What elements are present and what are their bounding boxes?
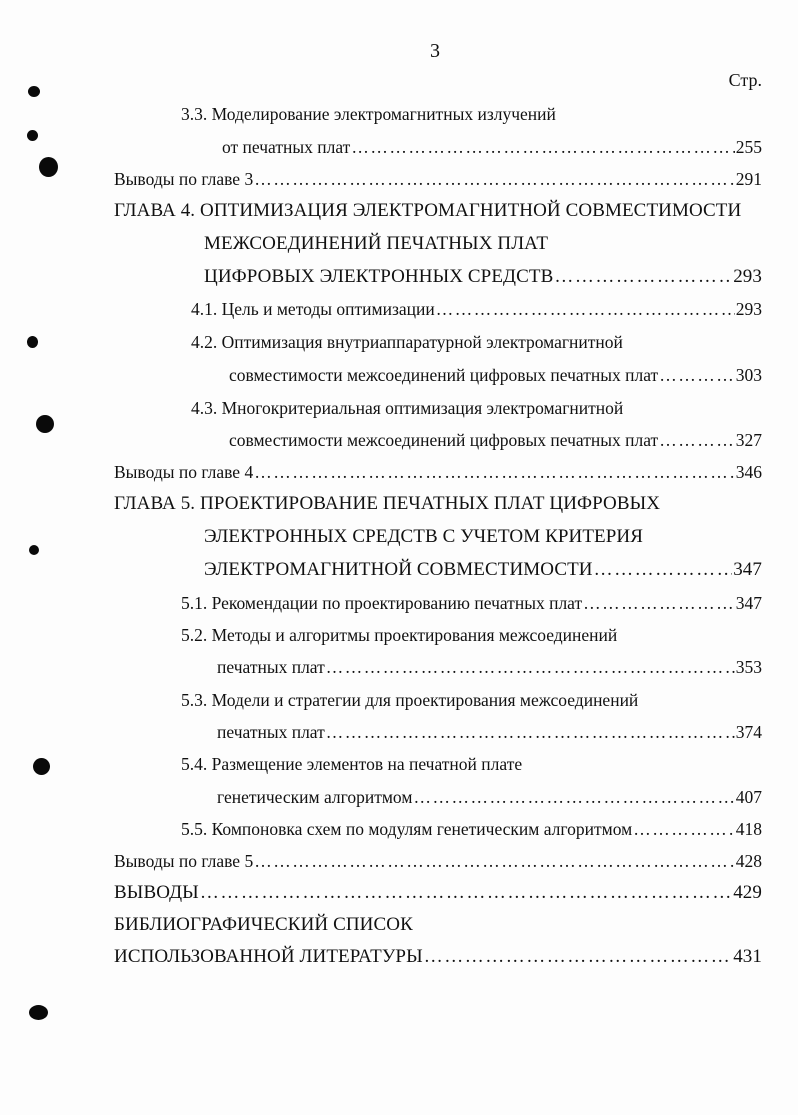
toc-entry-page: 407 xyxy=(735,787,762,807)
leader-dots xyxy=(254,850,735,872)
toc-chapter-5 xyxy=(114,493,660,515)
leader-dots xyxy=(254,461,735,483)
toc-entry-page: 353 xyxy=(735,657,762,677)
toc-entry-label: ЦИФРОВЫХ ЭЛЕКТРОННЫХ СРЕДСТВ xyxy=(204,266,554,287)
leader-dots xyxy=(633,818,735,840)
toc-entry-label: Выводы по главе 5 xyxy=(114,851,254,871)
toc-entry-5-4-cont xyxy=(217,786,762,808)
toc-chapter-4 xyxy=(114,200,741,222)
punch-mark xyxy=(29,1005,48,1020)
toc-entry-label: МЕЖСОЕДИНЕНИЙ ПЕЧАТНЫХ ПЛАТ xyxy=(204,233,549,254)
toc-entry-label: 5.5. Компоновка схем по модулям генетическим алгоритмом xyxy=(181,819,633,839)
toc-entry-page: 418 xyxy=(735,819,762,839)
punch-mark xyxy=(27,336,38,348)
toc-entry-page: 428 xyxy=(735,851,762,871)
toc-entry-label: ГЛАВА 4. ОПТИМИЗАЦИЯ ЭЛЕКТРОМАГНИТНОЙ СОВМЕСТИМОСТИ xyxy=(114,200,742,221)
toc-entry-label: ГЛАВА 5. ПРОЕКТИРОВАНИЕ ПЕЧАТНЫХ ПЛАТ ЦИФРОВЫХ xyxy=(114,493,661,514)
leader-dots xyxy=(583,592,735,614)
toc-entry-page: 346 xyxy=(735,462,762,482)
toc-entry-3-3 xyxy=(181,103,556,125)
leader-dots xyxy=(254,168,735,190)
toc-entry-5-1 xyxy=(181,592,762,614)
toc-entry-label: печатных плат xyxy=(217,722,325,742)
toc-entry-page: 429 xyxy=(733,882,762,903)
toc-entry-label: 5.2. Методы и алгоритмы проектирования межсоединений xyxy=(181,625,618,645)
toc-entry-label: ВЫВОДЫ xyxy=(114,882,199,903)
toc-entry-label: 4.2. Оптимизация внутриаппаратурной электромагнитной xyxy=(191,332,623,352)
toc-chapter-4-cont xyxy=(204,233,548,255)
toc-entry-conclusions-3 xyxy=(114,168,762,190)
toc-entry-conclusions xyxy=(114,882,762,904)
leader-dots xyxy=(413,786,734,808)
toc-entry-page: 293 xyxy=(733,266,762,287)
leader-dots xyxy=(351,136,734,158)
page-number: 3 xyxy=(430,40,440,62)
leader-dots xyxy=(659,364,735,386)
punch-mark xyxy=(29,545,39,555)
toc-entry-label: БИБЛИОГРАФИЧЕСКИЙ СПИСОК xyxy=(114,914,413,935)
leader-dots xyxy=(554,266,732,288)
toc-entry-label: от печатных плат xyxy=(222,137,351,157)
toc-entry-label: 5.4. Размещение элементов на печатной плате xyxy=(181,754,523,774)
punch-mark xyxy=(36,415,54,433)
toc-entry-label: 5.3. Модели и стратегии для проектирования межсоединений xyxy=(181,690,639,710)
toc-entry-page: 293 xyxy=(735,299,762,319)
toc-entry-3-3-cont xyxy=(222,136,762,158)
toc-entry-label: 3.3. Моделирование электромагнитных излучений xyxy=(181,104,556,124)
toc-entry-label: Выводы по главе 3 xyxy=(114,169,254,189)
toc-entry-label: 4.3. Многокритериальная оптимизация электромагнитной xyxy=(191,398,624,418)
toc-entry-label: ИСПОЛЬЗОВАННОЙ ЛИТЕРАТУРЫ xyxy=(114,946,423,967)
toc-entry-page: 347 xyxy=(735,593,762,613)
leader-dots xyxy=(659,429,735,451)
toc-entry-label: 5.1. Рекомендации по проектированию печатных плат xyxy=(181,593,583,613)
punch-mark xyxy=(28,86,40,97)
page-column-header: Стр. xyxy=(728,70,762,90)
leader-dots xyxy=(326,721,735,743)
leader-dots xyxy=(424,946,732,968)
toc-entry-5-4 xyxy=(181,753,522,775)
toc-entry-page: 303 xyxy=(735,365,762,385)
toc-entry-page: 255 xyxy=(735,137,762,157)
toc-entry-5-2 xyxy=(181,624,617,646)
toc-entry-label: ЭЛЕКТРОННЫХ СРЕДСТВ С УЧЕТОМ КРИТЕРИЯ xyxy=(204,526,644,547)
toc-entry-page: 374 xyxy=(735,722,762,742)
toc-entry-page: 327 xyxy=(735,430,762,450)
toc-entry-4-2-cont xyxy=(229,364,762,386)
toc-entry-page: 431 xyxy=(733,946,762,967)
toc-entry-page: 347 xyxy=(733,559,762,580)
toc-entry-label: 4.1. Цель и методы оптимизации xyxy=(191,299,435,319)
leader-dots xyxy=(326,656,735,678)
leader-dots xyxy=(436,298,735,320)
toc-chapter-5-cont xyxy=(204,526,643,548)
punch-mark xyxy=(33,758,50,775)
toc-entry-label: совместимости межсоединений цифровых печатных плат xyxy=(229,365,659,385)
toc-chapter-4-cont-2 xyxy=(204,266,762,288)
toc-entry-5-3 xyxy=(181,689,638,711)
leader-dots xyxy=(594,559,733,581)
toc-entry-label: генетическим алгоритмом xyxy=(217,787,413,807)
toc-entry-conclusions-5 xyxy=(114,850,762,872)
toc-entry-page: 291 xyxy=(735,169,762,189)
toc-entry-5-2-cont xyxy=(217,656,762,678)
toc-entry-bibliography-cont xyxy=(114,946,762,968)
punch-mark xyxy=(39,157,58,177)
toc-entry-bibliography xyxy=(114,914,413,936)
toc-chapter-5-cont-2 xyxy=(204,559,762,581)
toc-entry-5-3-cont xyxy=(217,721,762,743)
toc-entry-4-1 xyxy=(191,298,762,320)
toc-entry-label: ЭЛЕКТРОМАГНИТНОЙ СОВМЕСТИМОСТИ xyxy=(204,559,593,580)
punch-mark xyxy=(27,130,38,141)
toc-entry-label: Выводы по главе 4 xyxy=(114,462,254,482)
toc-entry-4-2 xyxy=(191,331,623,353)
toc-entry-label: печатных плат xyxy=(217,657,325,677)
toc-entry-5-5 xyxy=(181,818,762,840)
toc-entry-conclusions-4 xyxy=(114,461,762,483)
toc-entry-label: совместимости межсоединений цифровых печатных плат xyxy=(229,430,659,450)
toc-entry-4-3-cont xyxy=(229,429,762,451)
toc-entry-4-3 xyxy=(191,397,623,419)
leader-dots xyxy=(200,882,732,904)
